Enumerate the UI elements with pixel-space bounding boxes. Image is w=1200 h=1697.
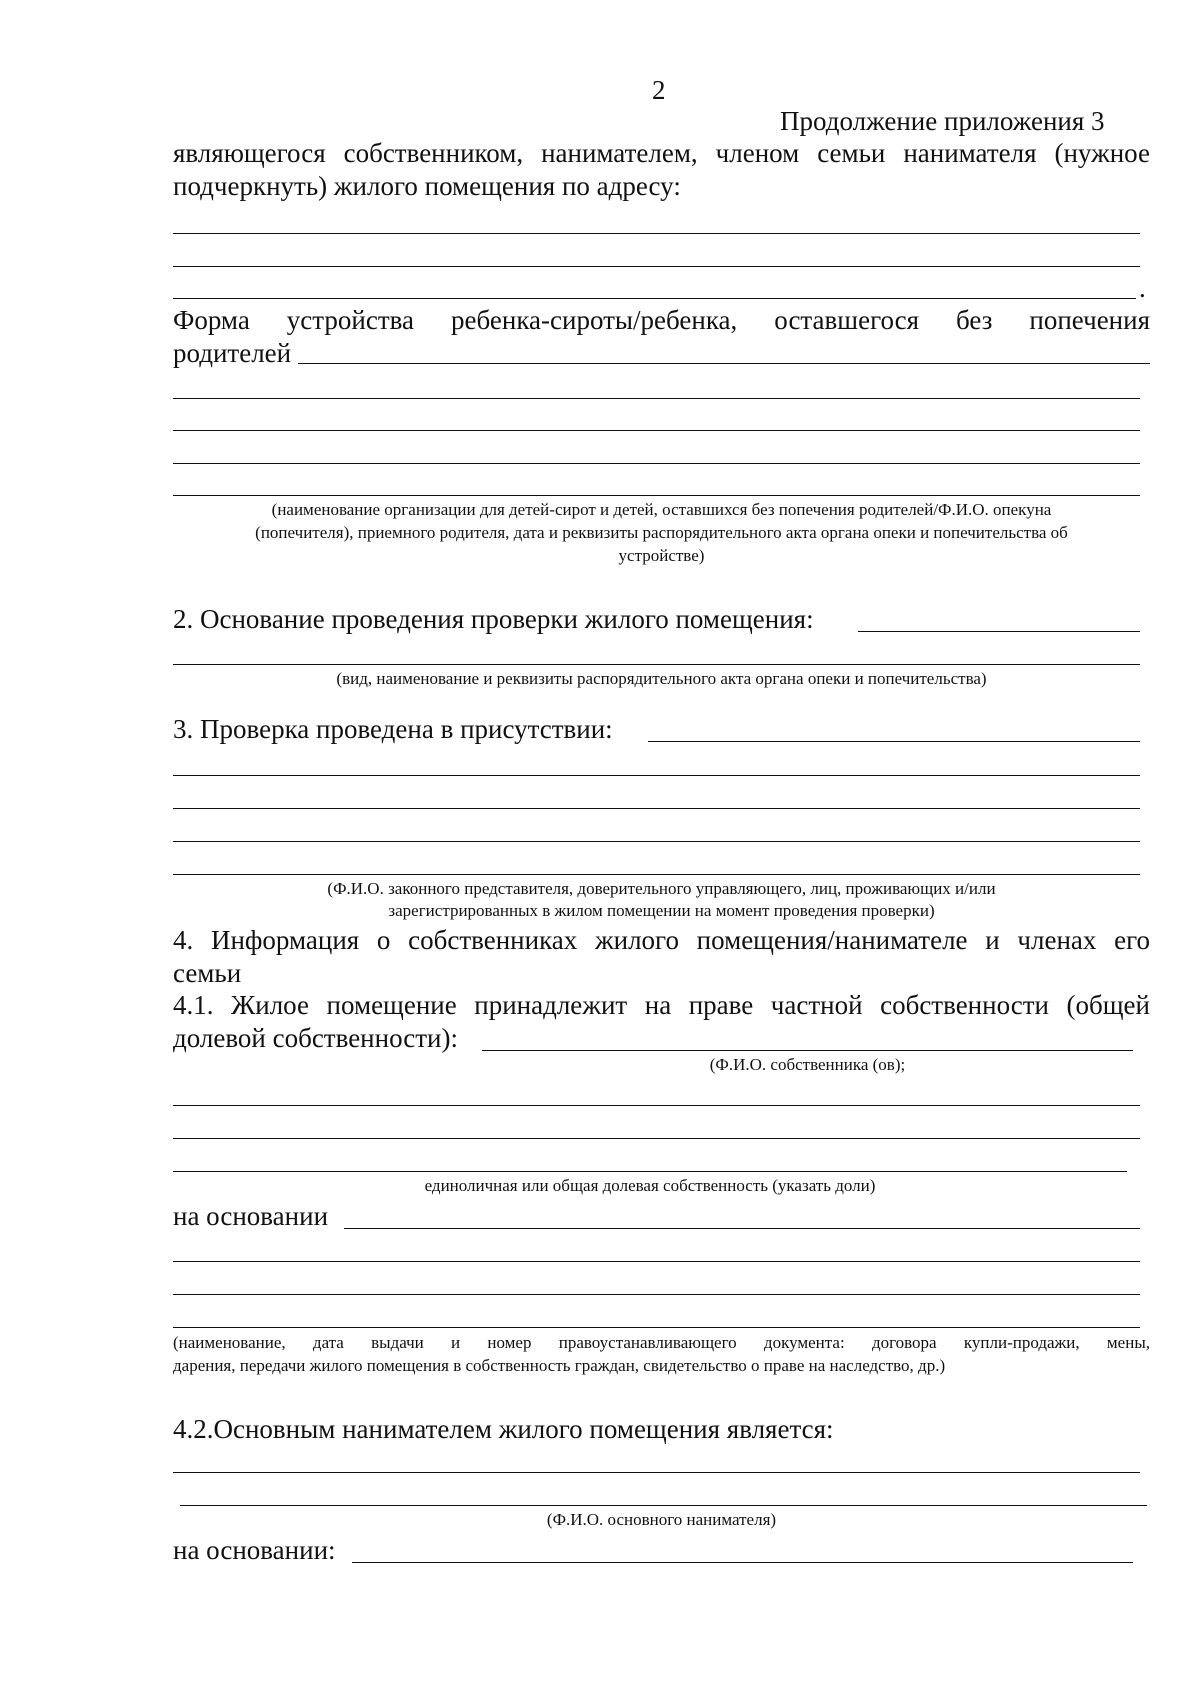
basis2-field-inline[interactable]: [352, 1562, 1133, 1563]
intro-line-2: подчеркнуть) жилого помещения по адресу:: [173, 171, 681, 201]
doc-note-1: (наименование, дата выдачи и номер правоустанавливающего документа: договора купли-продажи, мены,: [173, 1333, 1150, 1352]
basis-label: на основании: [173, 1201, 329, 1231]
placement-line-2[interactable]: [173, 398, 1140, 399]
section2-line-2[interactable]: [173, 664, 1140, 665]
address-line-1[interactable]: [173, 233, 1140, 234]
section41-label: долевой собственности):: [173, 1023, 458, 1053]
section3-note-1: (Ф.И.О. законного представителя, доверительного управляющего, лиц, проживающих и/или: [327, 879, 996, 898]
section3-field-inline[interactable]: [648, 741, 1140, 742]
basis-line-3[interactable]: [173, 1294, 1140, 1295]
section42-label: 4.2.Основным нанимателем жилого помещения является:: [173, 1414, 834, 1444]
placement-note-2: (попечителя), приемного родителя, дата и реквизиты распорядительного акта органа опеки и попечительства об: [255, 523, 1068, 542]
section4-line-1: 4. Информация о собственниках жилого помещения/нанимателе и членах его: [173, 925, 1150, 955]
placement-line-5[interactable]: [173, 495, 1140, 496]
basis-line-2[interactable]: [173, 1261, 1140, 1262]
placement-line-1: Форма устройства ребенка-сироты/ребенка, оставшегося без попечения: [173, 305, 1150, 335]
placement-note-1: (наименование организации для детей-сирот и детей, оставшихся без попечения родителей/Ф.И.О. опекуна: [271, 500, 1052, 519]
address-line-2[interactable]: [173, 266, 1140, 267]
section3-line-5[interactable]: [173, 874, 1140, 875]
section4-line-2: семьи: [173, 958, 242, 988]
tenant-line-2[interactable]: [180, 1505, 1147, 1506]
section3-line-3[interactable]: [173, 808, 1140, 809]
section3-line-2[interactable]: [173, 775, 1140, 776]
section2-field-inline[interactable]: [858, 631, 1140, 632]
placement-note-3: устройстве): [618, 546, 705, 565]
placement-field-inline[interactable]: [298, 363, 1150, 364]
section3-note-2: зарегистрированных в жилом помещении на момент проведения проверки): [388, 901, 935, 920]
share-note: единоличная или общая долевая собственность (указать доли): [424, 1176, 876, 1195]
section2-label: 2. Основание проведения проверки жилого помещения:: [173, 604, 814, 634]
placement-line-4[interactable]: [173, 463, 1140, 464]
address-line-3[interactable]: [173, 298, 1136, 299]
owner-line-2[interactable]: [173, 1105, 1140, 1106]
appendix-header: Продолжение приложения 3: [780, 106, 1105, 136]
tenant-line-1[interactable]: [173, 1472, 1140, 1473]
placement-label: родителей: [173, 338, 292, 368]
section3-line-4[interactable]: [173, 841, 1140, 842]
tenant-note: (Ф.И.О. основного нанимателя): [546, 1510, 777, 1529]
page-number: 2: [652, 75, 666, 105]
section3-label: 3. Проверка проведена в присутствии:: [173, 714, 613, 744]
address-end-mark: .: [1139, 273, 1146, 303]
section41-line-1: 4.1. Жилое помещение принадлежит на праве частной собственности (общей: [173, 990, 1150, 1020]
basis-line-4[interactable]: [173, 1327, 1140, 1328]
doc-note-2: дарения, передачи жилого помещения в собственность граждан, свидетельство о праве на наследство, др.): [173, 1356, 946, 1375]
section2-note: (вид, наименование и реквизиты распорядительного акта органа опеки и попечительства): [336, 669, 987, 688]
owner-note: (Ф.И.О. собственника (ов);: [709, 1055, 906, 1074]
owner-field-inline[interactable]: [482, 1050, 1133, 1051]
basis-field-inline[interactable]: [344, 1228, 1140, 1229]
placement-line-3[interactable]: [173, 430, 1140, 431]
owner-line-3[interactable]: [173, 1138, 1140, 1139]
intro-line-1: являющегося собственником, нанимателем, членом семьи нанимателя (нужное: [173, 138, 1150, 168]
basis-label-2: на основании:: [173, 1535, 336, 1565]
owner-line-4[interactable]: [173, 1171, 1127, 1172]
